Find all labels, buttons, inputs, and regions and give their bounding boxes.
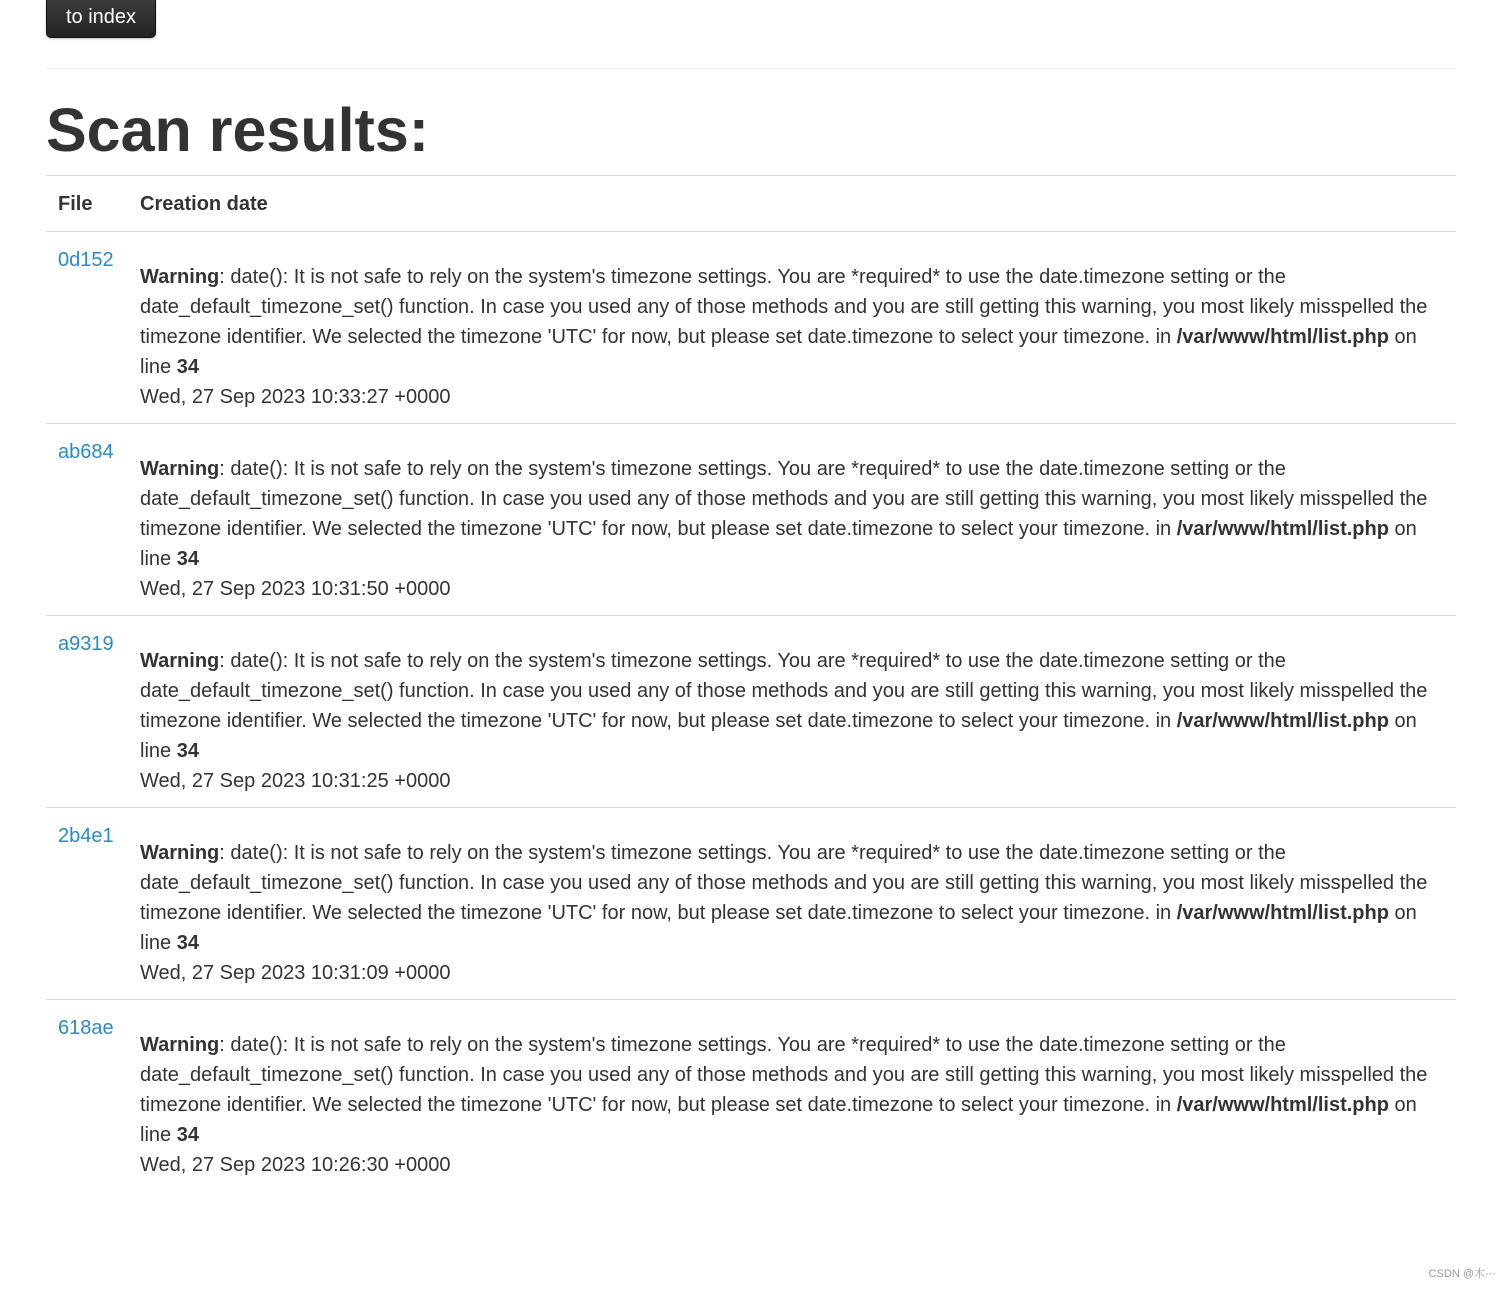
file-cell [46, 616, 128, 808]
warning-on-line: on line [140, 902, 1417, 954]
column-header-creation-date: Creation date [128, 176, 1456, 232]
creation-date-cell [128, 232, 1456, 424]
warning-line-number: 34 [176, 740, 199, 762]
table-row [46, 424, 1456, 616]
warning-label: Warning [140, 650, 220, 672]
warning-text: : date(): It is not safe to rely on the system's timezone settings. You are *required* to use the date.timezone setting or the date_default_timezone_set() function. In case you used any of those methods and you are still getting this warning, you most likely misspelled the timezone identifier. We selected the timezone 'UTC' for now, but please set date.timezone to select your timezone. in [140, 650, 1428, 732]
warning-label: Warning [140, 842, 220, 864]
table-row [46, 1000, 1456, 1192]
warning-path: /var/www/html/list.php [1176, 710, 1389, 732]
table-header-row [46, 176, 1456, 232]
table-row [46, 808, 1456, 1000]
column-header-file: File [46, 176, 128, 232]
warning-line-number: 34 [176, 932, 199, 954]
file-cell [46, 808, 128, 1000]
watermark: CSDN @木··· [1428, 1268, 1496, 1280]
creation-date: Wed, 27 Sep 2023 10:26:30 +0000 [140, 1154, 451, 1176]
warning-on-line: on line [140, 326, 1417, 378]
warning-message [140, 266, 1427, 378]
creation-date-cell [128, 808, 1456, 1000]
warning-message [140, 842, 1427, 954]
file-link[interactable]: 2b4e1 [58, 825, 114, 847]
warning-message [140, 1034, 1427, 1146]
creation-date: Wed, 27 Sep 2023 10:33:27 +0000 [140, 386, 451, 408]
warning-label: Warning [140, 266, 220, 288]
creation-date: Wed, 27 Sep 2023 10:31:25 +0000 [140, 770, 451, 792]
scan-results-table [46, 175, 1456, 1191]
main-container [46, 0, 1456, 1176]
warning-path: /var/www/html/list.php [1176, 518, 1389, 540]
table-row [46, 616, 1456, 808]
warning-on-line: on line [140, 518, 1417, 570]
file-link[interactable]: 0d152 [58, 249, 114, 271]
file-link[interactable]: ab684 [58, 441, 114, 463]
file-link[interactable]: a9319 [58, 633, 114, 655]
warning-path: /var/www/html/list.php [1176, 902, 1389, 924]
warning-text: : date(): It is not safe to rely on the system's timezone settings. You are *required* to use the date.timezone setting or the date_default_timezone_set() function. In case you used any of those methods and you are still getting this warning, you most likely misspelled the timezone identifier. We selected the timezone 'UTC' for now, but please set date.timezone to select your timezone. in [140, 458, 1428, 540]
creation-date-cell [128, 424, 1456, 616]
creation-date: Wed, 27 Sep 2023 10:31:50 +0000 [140, 578, 451, 600]
warning-line-number: 34 [176, 548, 199, 570]
creation-date-cell [128, 1000, 1456, 1192]
divider [46, 68, 1456, 69]
warning-label: Warning [140, 458, 220, 480]
warning-message [140, 650, 1427, 762]
warning-on-line: on line [140, 1094, 1417, 1146]
to-index-button[interactable]: to index [46, 0, 156, 38]
file-cell [46, 232, 128, 424]
warning-text: : date(): It is not safe to rely on the system's timezone settings. You are *required* to use the date.timezone setting or the date_default_timezone_set() function. In case you used any of those methods and you are still getting this warning, you most likely misspelled the timezone identifier. We selected the timezone 'UTC' for now, but please set date.timezone to select your timezone. in [140, 1034, 1428, 1116]
warning-message [140, 458, 1427, 570]
warning-line-number: 34 [176, 356, 199, 378]
file-link[interactable]: 618ae [58, 1017, 114, 1039]
warning-line-number: 34 [176, 1124, 199, 1146]
creation-date-cell [128, 616, 1456, 808]
warning-on-line: on line [140, 710, 1417, 762]
file-cell [46, 1000, 128, 1192]
warning-path: /var/www/html/list.php [1176, 326, 1389, 348]
warning-path: /var/www/html/list.php [1176, 1094, 1389, 1116]
warning-label: Warning [140, 1034, 220, 1056]
page-title: Scan results: [46, 96, 430, 164]
warning-text: : date(): It is not safe to rely on the system's timezone settings. You are *required* to use the date.timezone setting or the date_default_timezone_set() function. In case you used any of those methods and you are still getting this warning, you most likely misspelled the timezone identifier. We selected the timezone 'UTC' for now, but please set date.timezone to select your timezone. in [140, 842, 1428, 924]
warning-text: : date(): It is not safe to rely on the system's timezone settings. You are *required* to use the date.timezone setting or the date_default_timezone_set() function. In case you used any of those methods and you are still getting this warning, you most likely misspelled the timezone identifier. We selected the timezone 'UTC' for now, but please set date.timezone to select your timezone. in [140, 266, 1428, 348]
creation-date: Wed, 27 Sep 2023 10:31:09 +0000 [140, 962, 451, 984]
table-row [46, 232, 1456, 424]
file-cell [46, 424, 128, 616]
